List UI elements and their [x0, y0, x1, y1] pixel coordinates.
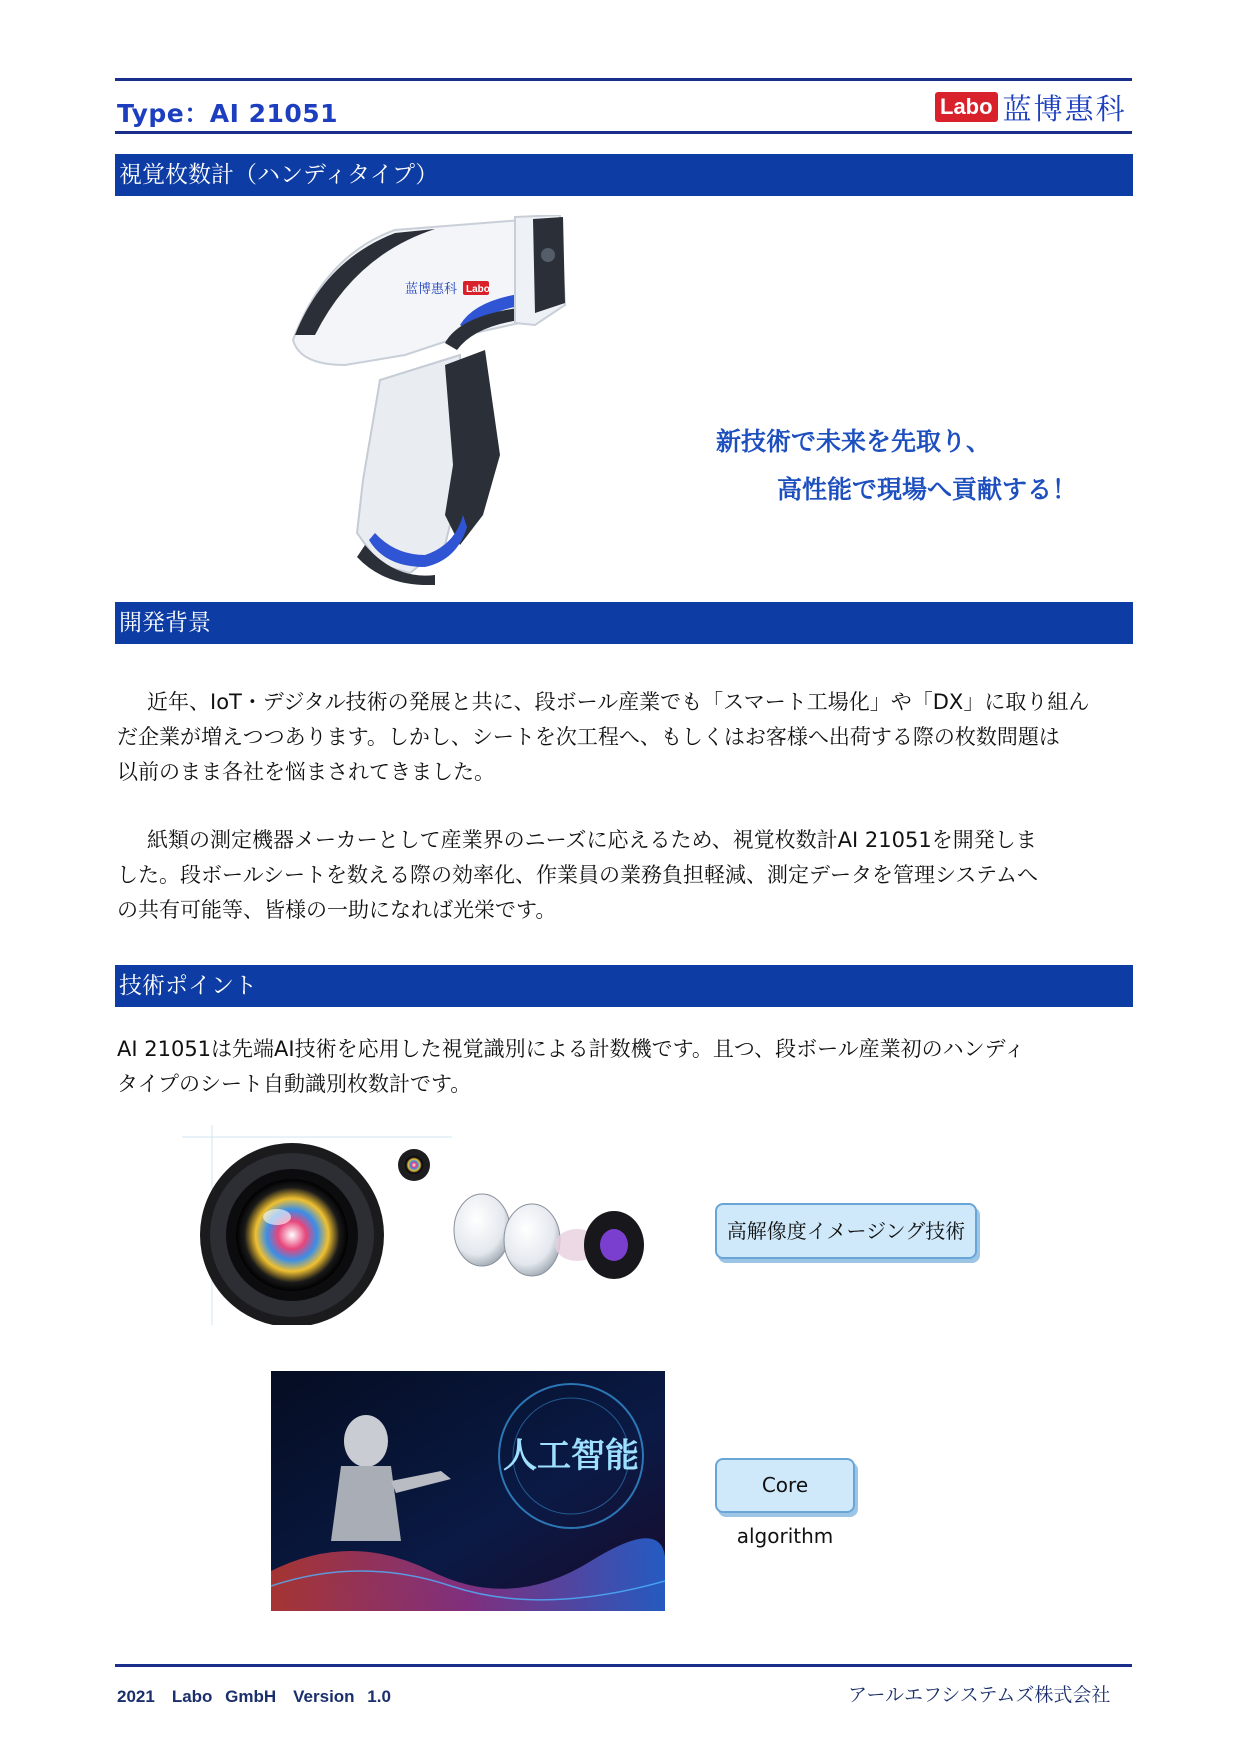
- logo-mark: Labo: [935, 92, 998, 122]
- device-logo-text: 蓝博惠科: [405, 282, 458, 297]
- camera-lens-image: [182, 1125, 672, 1325]
- ai-banner-image: [271, 1371, 665, 1611]
- type-label: Type：AI 21051: [117, 99, 339, 128]
- imaging-tech-callout: 高解像度イメージング技術: [715, 1203, 977, 1259]
- footer-company-name: アールエフシステムズ株式会社: [848, 1684, 1111, 1706]
- background-paragraph-2: [117, 823, 1129, 928]
- ai-banner-text: 人工智能: [503, 1436, 639, 1476]
- footer-left-text: 2021 Labo GmbH Version 1.0: [117, 1687, 391, 1706]
- section-title-background: 開発背景: [115, 602, 1133, 644]
- header-top-rule: [115, 78, 1132, 81]
- device-logo-mark: Labo: [466, 284, 490, 295]
- logo-text: 蓝博惠科: [1002, 91, 1127, 126]
- footer-rule: [115, 1664, 1132, 1667]
- slogan-line-2: 高性能で現場へ貢献する！: [777, 475, 1078, 504]
- tech-intro: [117, 1032, 1129, 1102]
- brand-logo: [935, 90, 1127, 124]
- paragraph-line: 近年、IoT・デジタル技術の発展と共に、段ボール産業でも「スマート工場化」や「DX」に取り組ん: [147, 690, 1090, 714]
- paragraph-line: 紙類の測定機器メーカーとして産業界のニーズに応えるため、視覚枚数計AI 21051を開発しま: [147, 828, 1037, 852]
- paragraph-line: タイプのシート自動識別枚数計です。: [117, 1072, 472, 1096]
- paragraph-line: した。段ボールシートを数える際の効率化、作業員の業務負担軽減、測定データを管理システムへ: [117, 863, 1038, 887]
- slogan-line-1: 新技術で未来を先取り、: [716, 427, 992, 456]
- paragraph-line: の共有可能等、皆様の一助になれば光栄です。: [117, 898, 557, 922]
- header-bottom-rule: [115, 131, 1132, 134]
- core-algorithm-callout: Core algorithm: [715, 1458, 855, 1513]
- background-paragraph-1: [117, 685, 1129, 790]
- section-title-product: 視覚枚数計（ハンディタイプ）: [115, 154, 1133, 196]
- paragraph-line: だ企業が増えつつあります。しかし、シートを次工程へ、もしくはお客様へ出荷する際の枚数問題は: [117, 725, 1060, 749]
- paragraph-line: AI 21051は先端AI技術を応用した視覚識別による計数機です。且つ、段ボール産業初のハンディ: [117, 1037, 1025, 1061]
- paragraph-line: 以前のまま各社を悩まされてきました。: [117, 760, 495, 784]
- handheld-device-image: [285, 215, 645, 585]
- section-title-tech: 技術ポイント: [115, 965, 1133, 1007]
